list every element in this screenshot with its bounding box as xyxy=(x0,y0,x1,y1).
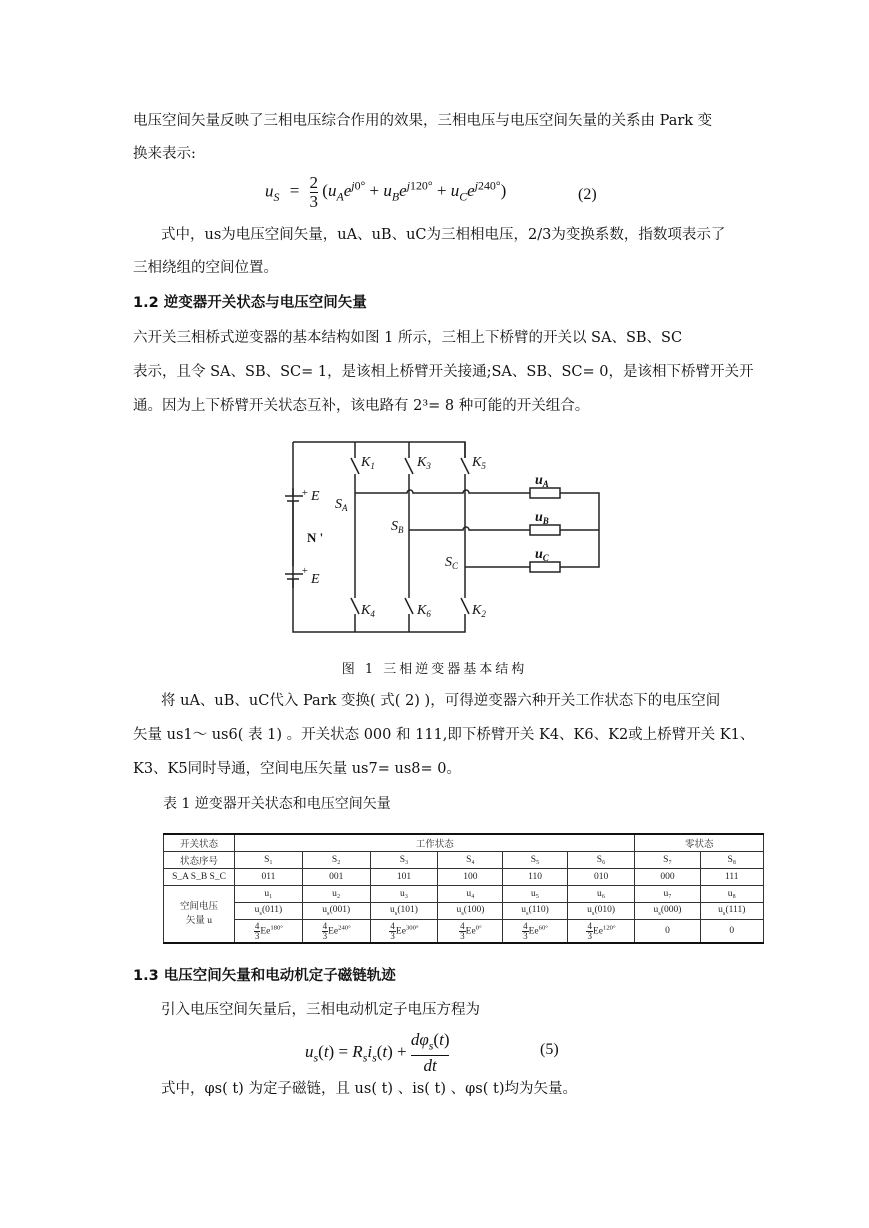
table-cell: 0 xyxy=(700,920,764,944)
section-heading-1-3: 1.3 电压空间矢量和电动机定子磁链轨迹 xyxy=(133,968,396,984)
table-cell: S₁ xyxy=(235,852,303,869)
table-header-cell: 工作状态 xyxy=(235,834,635,852)
section-heading-1-2: 1.2 逆变器开关状态与电压空间矢量 xyxy=(133,295,367,311)
table-cell: S₈ xyxy=(700,852,764,869)
paragraph-line: 式中，φs( t) 为定子磁链，且 us( t) 、is( t) 、φs( t)均为矢量。 xyxy=(161,1081,577,1097)
table-cell: 101 xyxy=(370,869,438,886)
table-cell: 111 xyxy=(700,869,764,886)
paragraph-line: 式中，us为电压空间矢量，uA、uB、uC为三相相电压，2/3为变换系数，指数项表示了 xyxy=(161,227,726,243)
table-cell: S₃ xyxy=(370,852,438,869)
table-header-cell: 零状态 xyxy=(635,834,764,852)
svg-text:K3: $K_3$ xyxy=(417,455,431,471)
table-cell: u₄ xyxy=(438,886,503,903)
paragraph-line: 六开关三相桥式逆变器的基本结构如图 1 所示，三相上下桥臂的开关以 SA、SB、SC xyxy=(133,330,683,346)
equation-2-number: (2) xyxy=(578,186,597,203)
svg-text:K2: $K_2$ xyxy=(472,603,486,619)
table-header-cell: 开关状态 xyxy=(164,834,235,852)
table-cell: 110 xyxy=(503,869,567,886)
table-cell: u₂ xyxy=(302,886,370,903)
svg-text:SC: $S_C$ xyxy=(445,555,459,571)
svg-text:uB: $u_B$ xyxy=(535,510,549,526)
inverter-circuit-figure xyxy=(285,438,615,638)
svg-text:N ': N ' xyxy=(307,530,324,545)
table-row-label: 空间电压 矢量 u xyxy=(164,886,235,944)
paragraph-line: 将 uA、uB、uC代入 Park 变换( 式( 2) )，可得逆变器六种开关工作状态下的电压空间 xyxy=(161,693,721,709)
paragraph-line: 三相绕组的空间位置。 xyxy=(133,260,278,276)
table-cell: $u_s(101)$ xyxy=(370,903,438,920)
svg-text:SA: $S_A$ xyxy=(335,497,348,513)
equation-2: $u_S$ = $\frac{2}{3}$ $(u_Ae^{j0^\circ} + u_Be^{j120^\circ} + u_Ce^{j240^\circ})$ xyxy=(265,173,507,211)
table-cell: 001 xyxy=(302,869,370,886)
table-cell: $\frac{4}{3}$ $Ee^{180^\circ}$ xyxy=(235,920,303,944)
table-cell: $u_s(110)$ xyxy=(503,903,567,920)
table-cell: u₇ xyxy=(635,886,700,903)
paragraph-line: 引入电压空间矢量后，三相电动机定子电压方程为 xyxy=(161,1002,480,1018)
svg-text:uA: $u_A$ xyxy=(535,473,549,489)
svg-text:uC: $u_C$ xyxy=(535,547,549,563)
paragraph-line: K3、K5同时导通，空间电压矢量 us7= us8= 0。 xyxy=(133,761,461,777)
table-cell: $\frac{4}{3}$ $Ee^{60^\circ}$ xyxy=(503,920,567,944)
svg-text:K5: $K_5$ xyxy=(472,455,486,471)
paragraph-line: 表示，且令 SA、SB、SC= 1，是该相上桥臂开关接通;SA、SB、SC= 0，是该相下桥臂开关开 xyxy=(133,364,754,380)
svg-text:+: + xyxy=(301,565,309,577)
table-cell: u₃ xyxy=(370,886,438,903)
table-cell: 010 xyxy=(567,869,635,886)
table-cell: $\frac{4}{3}$ $Ee^{300^\circ}$ xyxy=(370,920,438,944)
table-cell: u₆ xyxy=(567,886,635,903)
table-cell: 011 xyxy=(235,869,303,886)
table-cell: S₅ xyxy=(503,852,567,869)
table-caption: 表 1 逆变器开关状态和电压空间矢量 xyxy=(163,796,391,812)
figure-caption: 图 1 三相逆变器基本结构 xyxy=(341,662,528,677)
paragraph-line: 电压空间矢量反映了三相电压综合作用的效果，三相电压与电压空间矢量的关系由 Park 变 xyxy=(133,113,713,129)
svg-text:SB: $S_B$ xyxy=(391,519,404,535)
equation-5-number: (5) xyxy=(540,1041,559,1058)
svg-text:K1: $K_1$ xyxy=(361,455,375,471)
table-cell: S₆ xyxy=(567,852,635,869)
table-cell: 100 xyxy=(438,869,503,886)
table-cell: u₁ xyxy=(235,886,303,903)
table-cell: u₈ xyxy=(700,886,764,903)
table-cell: $\frac{4}{3}$ $Ee^{120^\circ}$ xyxy=(567,920,635,944)
svg-text:E: E xyxy=(311,572,320,587)
table-cell: S₇ xyxy=(635,852,700,869)
table-row-label: S_A S_B S_C xyxy=(164,869,235,886)
svg-text:E: E xyxy=(311,489,320,504)
table-cell: 0 xyxy=(635,920,700,944)
table-cell: u₅ xyxy=(503,886,567,903)
table-cell: $u_s(111)$ xyxy=(700,903,764,920)
table-row-label: 状态序号 xyxy=(164,852,235,869)
table-cell: S₂ xyxy=(302,852,370,869)
table-cell: $\frac{4}{3}$ $Ee^{0^\circ}$ xyxy=(438,920,503,944)
svg-text:K6: $K_6$ xyxy=(417,603,431,619)
paragraph-line: 通。因为上下桥臂开关状态互补，该电路有 2³= 8 种可能的开关组合。 xyxy=(133,398,590,414)
equation-5: $u_s(t) = R_si_s(t)$ + $d\varphi_s(t)$ dt xyxy=(305,1030,450,1076)
svg-text:+: + xyxy=(301,487,309,499)
table-cell: $u_s(010)$ xyxy=(567,903,635,920)
table-cell: $u_s(011)$ xyxy=(235,903,303,920)
paragraph-line: 换来表示: xyxy=(133,146,196,162)
table-cell: $u_s(000)$ xyxy=(635,903,700,920)
table-cell: $\frac{4}{3}$ $Ee^{240^\circ}$ xyxy=(302,920,370,944)
table-cell: S₄ xyxy=(438,852,503,869)
svg-text:K4: $K_4$ xyxy=(361,603,375,619)
switch-state-table xyxy=(163,833,764,944)
paragraph-line: 矢量 us1～ us6( 表 1) 。开关状态 000 和 111,即下桥臂开关 K4、K6、K2或上桥臂开关 K1、 xyxy=(133,727,755,743)
table-cell: $u_s(100)$ xyxy=(438,903,503,920)
table-cell: $u_s(001)$ xyxy=(302,903,370,920)
table-cell: 000 xyxy=(635,869,700,886)
